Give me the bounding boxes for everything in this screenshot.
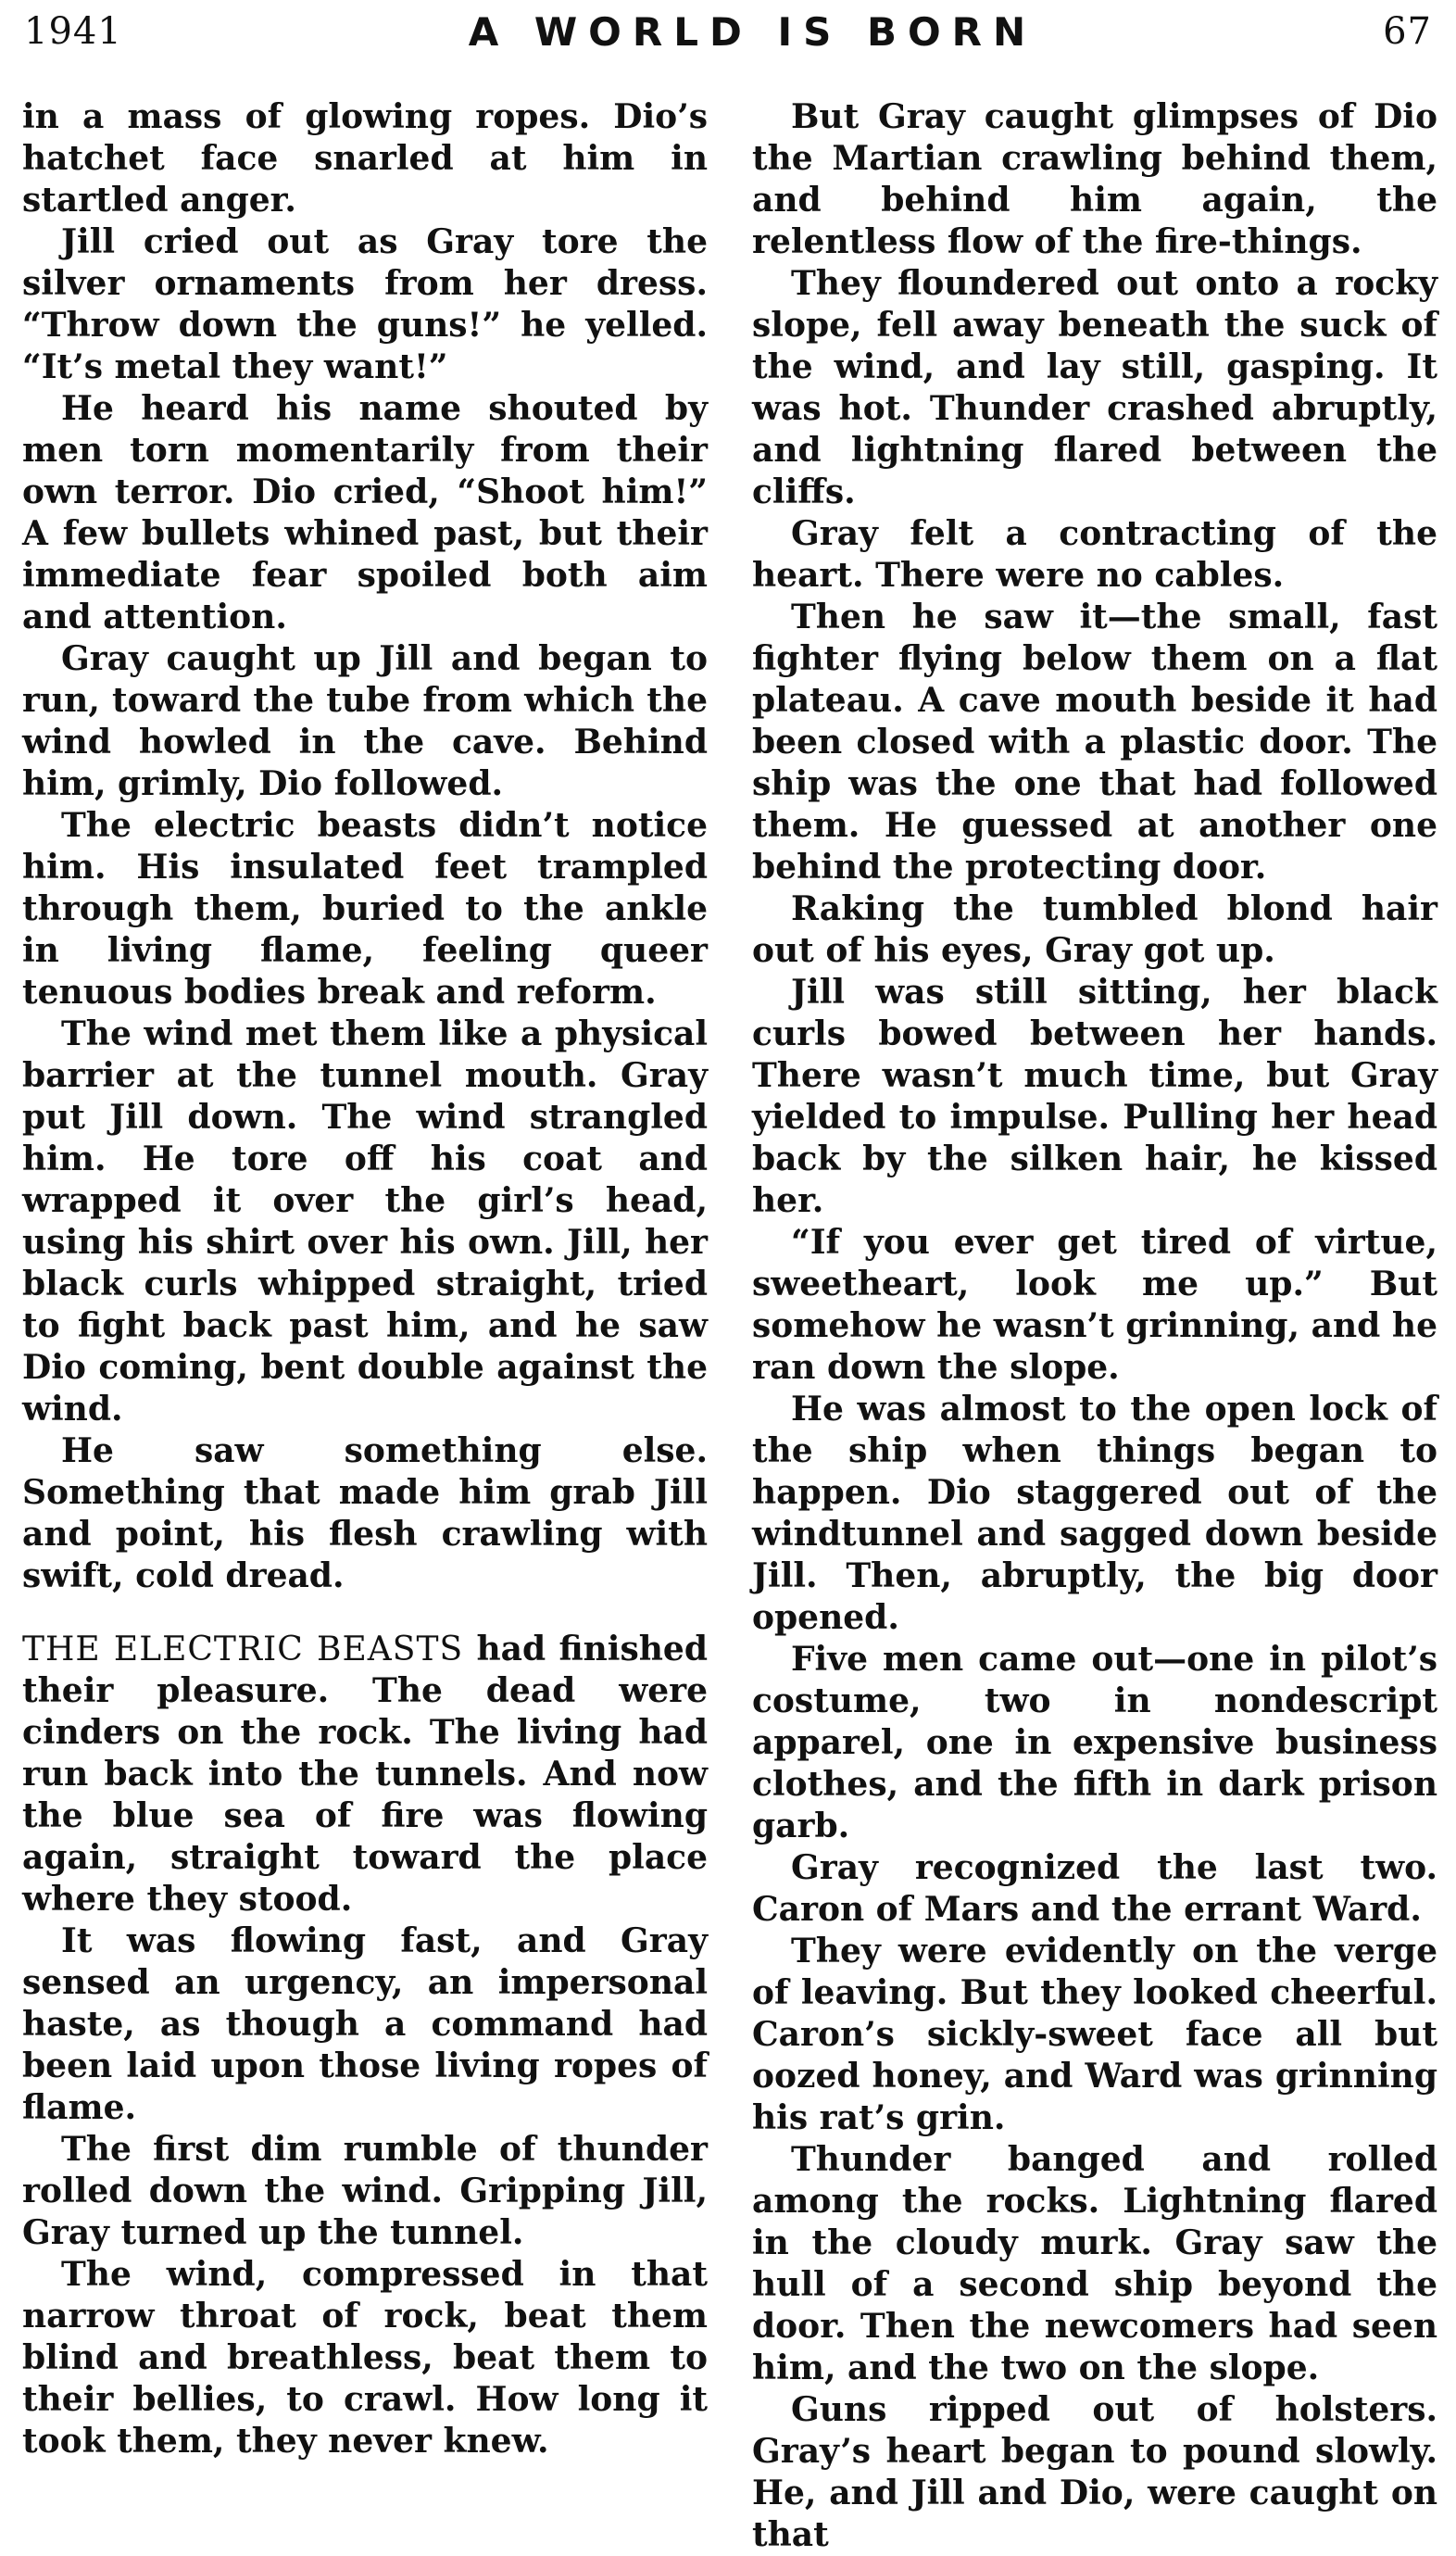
paragraph: Thunder banged and rolled among the rocks. Lightning flared in the cloudy murk. Gray saw the hull of a second ship beyond the door. Then the newcomers had seen him, and the two on the slope. [752, 2140, 1437, 2387]
paragraph: Five men came out—one in pilot’s costume, two in nondescript apparel, one in expensive business clothes, and the fifth in dark prison garb. [752, 1640, 1437, 1845]
paragraph: The electric beasts didn’t notice him. His insulated feet trampled through them, buried to the ankle in living flame, feeling queer tenuous bodies break and reform. [22, 806, 708, 1012]
paragraph: The wind met them like a physical barrier at the tunnel mouth. Gray put Jill down. The wind strangled him. He tore off his coat and wrapped it over the girl’s head, using his shirt over his own. Jill, her black curls whipped straight, tried to fight back past him, and he saw Dio coming, bent double against the wind. [22, 1014, 708, 1429]
paragraph: Gray recognized the last two. Caron of Mars and the errant Ward. [752, 1848, 1437, 1929]
paragraph: Guns ripped out of holsters. Gray’s heart began to pound slowly. He, and Jill and Dio, were caught on that [752, 2390, 1437, 2554]
paragraph: Gray caught up Jill and began to run, toward the tube from which the wind howled in the cave. Behind him, grimly, Dio followed. [22, 639, 708, 803]
paragraph: They floundered out onto a rocky slope, fell away beneath the suck of the wind, and lay still, gasping. It was hot. Thunder crashed abruptly, and lightning flared between the cliffs. [752, 264, 1437, 511]
paragraph: Then he saw it—the small, fast fighter flying below them on a flat plateau. A cave mouth beside it had been closed with a plastic door. The ship was the one that had followed them. He guessed at another one behind the protecting door. [752, 598, 1437, 887]
header-title: A WORLD IS BORN [468, 8, 1037, 55]
paragraph: Gray felt a contracting of the heart. There were no cables. [752, 514, 1437, 595]
paragraph: They were evidently on the verge of leaving. But they looked cheerful. Caron’s sickly-sweet face all but oozed honey, and Ward was grinning his rat’s grin. [752, 1932, 1437, 2137]
paragraph: He was almost to the open lock of the ship when things began to happen. Dio staggered out of the windtunnel and sagged down beside Jill. Then, abruptly, the big door opened. [752, 1390, 1437, 1637]
section-lead: THE ELECTRIC BEASTS [22, 1631, 464, 1668]
paragraph: It was flowing fast, and Gray sensed an urgency, an impersonal haste, as though a command had been laid upon those living ropes of flame. [22, 1921, 708, 2127]
paragraph: The wind, compressed in that narrow throat of rock, beat them blind and breathless, beat them to their bellies, to crawl. How long it took them, they never knew. [22, 2255, 708, 2461]
paragraph: Raking the tumbled blond hair out of his eyes, Gray got up. [752, 889, 1437, 970]
paragraph: Jill was still sitting, her black curls bowed between her hands. There wasn’t much time, but Gray yielded to impulse. Pulling her head back by the silken hair, he kissed her. [752, 973, 1437, 1220]
paragraph: Jill cried out as Gray tore the silver ornaments from her dress. “Throw down the guns!” he yelled. “It’s metal they want!” [22, 222, 708, 386]
section-lead-rest: had finished their pleasure. The dead were cinders on the rock. The living had run back into the tunnels. And now the blue sea of fire was flowing again, straight toward the place where they stood. [22, 1630, 708, 1919]
page-number: 67 [1383, 10, 1432, 53]
paragraph: “If you ever get tired of virtue, sweetheart, look me up.” But somehow he wasn’t grinning, and he ran down the slope. [752, 1223, 1437, 1387]
right-column [752, 96, 1437, 2554]
paragraph: He heard his name shouted by men torn momentarily from their own terror. Dio cried, “Shoot him!” A few bullets whined past, but their immediate fear spoiled both aim and attention. [22, 389, 708, 636]
paragraph: in a mass of glowing ropes. Dio’s hatchet face snarled at him in startled anger. [22, 97, 708, 220]
header-year: 1941 [24, 10, 122, 53]
paragraph: The first dim rumble of thunder rolled down the wind. Gripping Jill, Gray turned up the tunnel. [22, 2130, 708, 2252]
paragraph: He saw something else. Something that made him grab Jill and point, his flesh crawling with swift, cold dread. [22, 1431, 708, 1595]
left-column [22, 96, 708, 2461]
running-header [24, 6, 1432, 57]
section-opening-paragraph [22, 1629, 708, 1920]
paragraph: But Gray caught glimpses of Dio the Martian crawling behind them, and behind him again, the relentless flow of the fire-things. [752, 97, 1437, 261]
